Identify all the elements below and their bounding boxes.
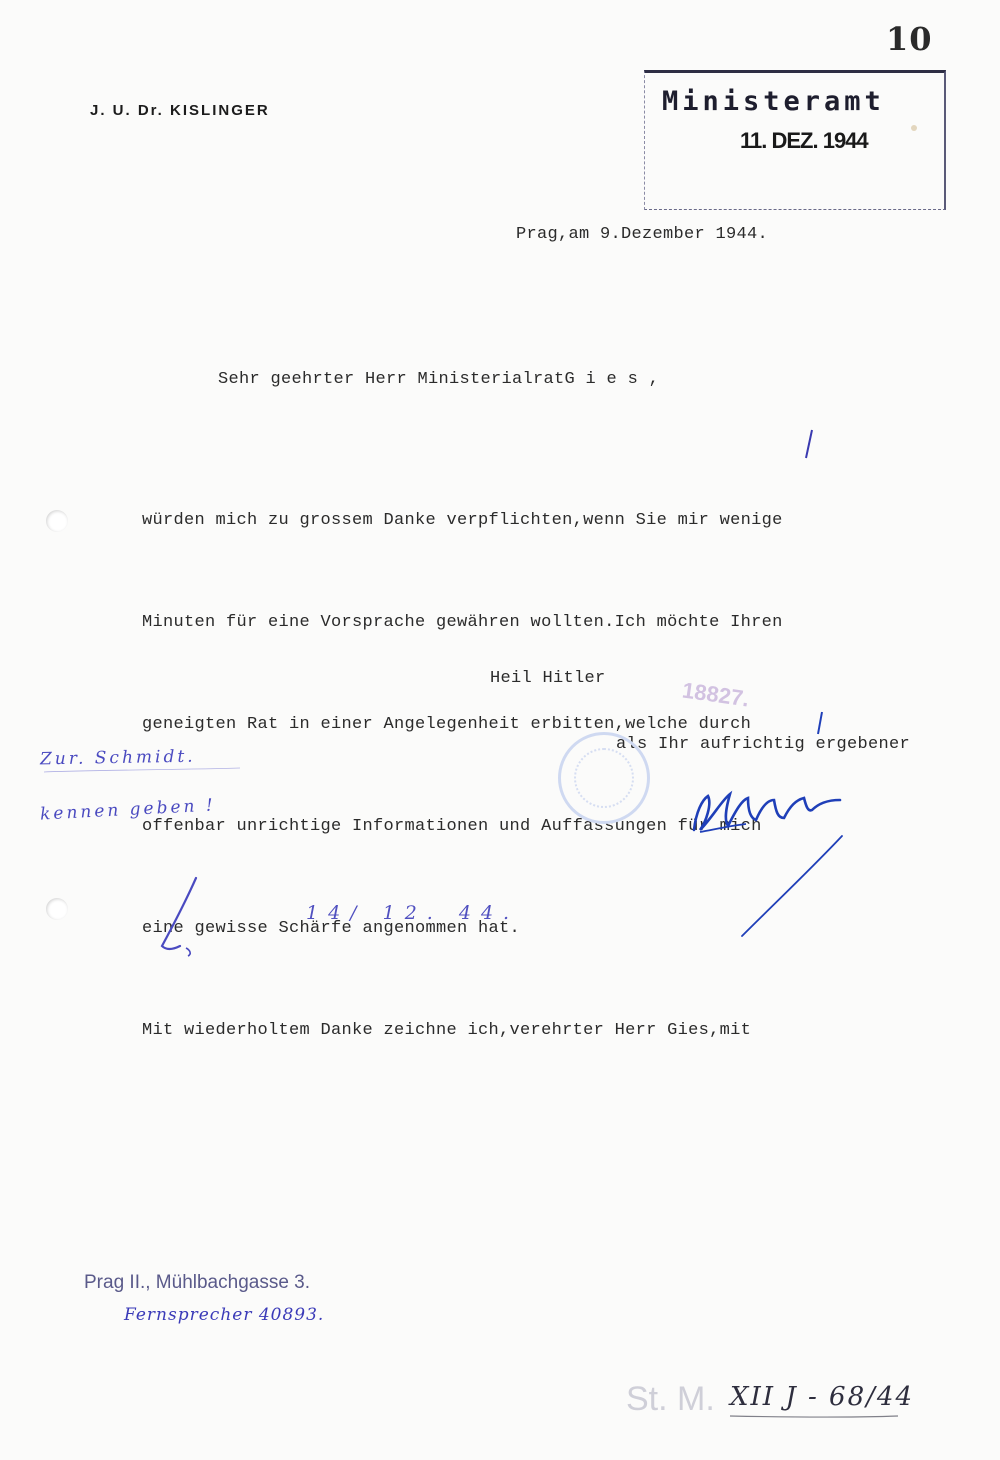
faint-stamp-number: 18827.: [680, 677, 751, 712]
handwritten-note-line1: Zur. Schmidt.: [39, 746, 196, 770]
body-line: geneigten Rat in einer Angelegenheit erbitten,welche durch: [142, 715, 752, 734]
handwritten-note-date: 14/ 12. 44.: [306, 902, 520, 924]
body-line: offenbar unrichtige Informationen und Auffassungen für mich: [142, 817, 762, 836]
letter-salutation: Sehr geehrter Herr MinisterialratG i e s ,: [218, 370, 660, 389]
tick-mark: [818, 712, 822, 734]
file-reference-stamp: St. M.: [626, 1380, 715, 1418]
received-stamp-title: Ministeramt: [662, 86, 885, 117]
file-reference-underline: [730, 1416, 898, 1417]
sender-address: Prag II., Mühlbachgasse 3.: [84, 1272, 311, 1293]
letter-body: [142, 436, 783, 1116]
body-line: würden mich zu grossem Danke verpflichten,wenn Sie mir wenige: [142, 511, 783, 530]
body-line: Minuten für eine Vorsprache gewähren wollten.Ich möchte Ihren: [142, 613, 783, 632]
punch-hole: [46, 510, 68, 532]
page-number: 10: [886, 20, 933, 58]
letterhead: J. U. Dr. KISLINGER: [90, 102, 270, 119]
body-line: eine gewisse Schärfe angenommen hat.: [142, 919, 521, 938]
body-line: Mit wiederholtem Danke zeichne ich,verehrter Herr Gies,mit: [142, 1021, 752, 1040]
sender-phone: Fernsprecher 40893.: [124, 1305, 325, 1325]
correction-stroke: [806, 430, 812, 458]
punch-hole: [46, 898, 68, 920]
handwritten-note-line2: kennen geben !: [39, 795, 217, 825]
file-reference-number: XII J - 68/44: [730, 1382, 914, 1412]
letter-closing: als Ihr aufrichtig ergebener: [616, 735, 911, 754]
received-stamp-date: 11. DEZ. 1944: [740, 128, 868, 153]
faint-seal-inner: [574, 748, 634, 808]
letter-greeting: Heil Hitler: [490, 669, 606, 688]
letter-date: Prag,am 9.Dezember 1944.: [516, 225, 769, 244]
